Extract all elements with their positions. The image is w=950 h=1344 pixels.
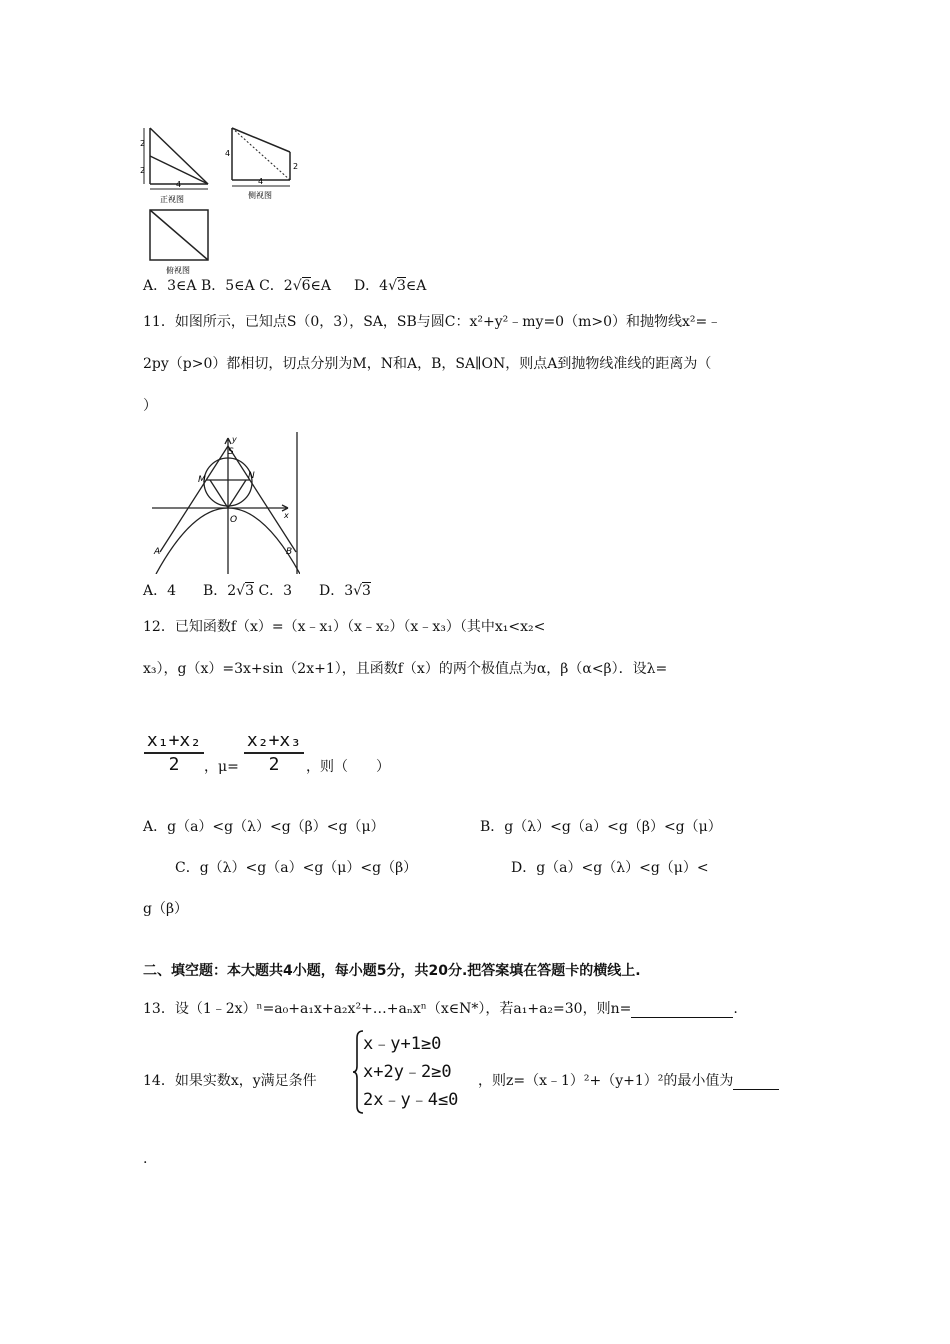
q11-figure (148, 432, 300, 574)
q14-trailing-dot: . (143, 1151, 148, 1167)
side-dim-2: 2 (293, 162, 299, 171)
label-s: S (228, 447, 234, 457)
q11-option-c: C．3 (258, 583, 293, 599)
q13-text: 13．设（1﹣2x）ⁿ=a₀+a₁x+a₂x²+…+aₙxⁿ（x∈N*），若a₁+a₂=30，则n= (143, 1001, 632, 1017)
lambda-fraction (144, 730, 204, 776)
q11-option-a: A．4 (143, 583, 177, 599)
q11-option-d: D．3√3 (318, 583, 371, 599)
side-dim-3: 4 (258, 177, 264, 186)
q14-answer-blank[interactable] (733, 1089, 779, 1090)
section-2-heading: 二、填空题：本大题共4小题，每小题5分，共20分.把答案填在答题卡的横线上. (143, 963, 641, 979)
label-m: M (198, 475, 206, 485)
sqrt-symbol: √ (388, 278, 397, 294)
q12-option-c: C．g（λ）<g（a）<g（μ）<g（β） (175, 860, 418, 876)
q11-options (143, 582, 371, 600)
frac-denominator: 2 (268, 754, 280, 775)
q10-option-a: A．3∈A (143, 278, 197, 294)
q11-line-2: 2py（p>0）都相切，切点分别为M，N和A，B，SA∥ON，则点A到抛物线准线的距离为（ (143, 356, 712, 372)
frac-numerator: x₂+x₃ (246, 730, 302, 751)
frac-numerator: x₁+x₂ (146, 730, 202, 751)
q13-answer-blank[interactable] (631, 1017, 733, 1018)
three-view-figure (140, 124, 305, 276)
front-dim-3: 4 (176, 180, 182, 189)
q10-options (143, 277, 426, 295)
q11-line-1: 11．如图所示，已知点S（0，3），SA，SB与圆C：x²+y²﹣my=0（m>0）和抛物线x²=﹣ (143, 314, 722, 330)
q14-condition-3: 2x﹣y﹣4≤0 (363, 1090, 459, 1110)
sqrt-symbol: √ (236, 583, 246, 599)
q14-suffix-line (478, 1072, 779, 1090)
label-o: O (230, 515, 238, 525)
label-b: B (286, 547, 293, 557)
front-dim-2: 2 (140, 166, 146, 175)
label-n: N (248, 471, 255, 481)
q13-line: 13．设（1﹣2x）ⁿ=a₀+a₁x+a₂x²+…+aₙxⁿ（x∈N*），若a₁+a₂=30，则n= . (143, 1001, 738, 1017)
q12-option-b: B．g（λ）<g（a）<g（β）<g（μ） (480, 819, 722, 835)
label-x: x (284, 511, 289, 520)
q12-line-1: 12．已知函数f（x）=（x﹣x₁）（x﹣x₂）（x﹣x₃）（其中x₁<x₂< (143, 619, 546, 635)
sqrt-symbol: √ (292, 278, 302, 294)
q14-condition-2: x+2y﹣2≥0 (363, 1062, 452, 1082)
q14-condition-1: x﹣y+1≥0 (363, 1034, 442, 1054)
side-dim-1: 4 (225, 149, 231, 158)
q12-tail: ，则（ ） (306, 759, 390, 775)
q10-option-c: C．2√6∈A (259, 278, 332, 294)
frac-denominator: 2 (168, 754, 180, 775)
top-view-label: 俯视图 (166, 266, 190, 275)
q14-suffix: ，则z=（x﹣1）²+（y+1）²的最小值为 (478, 1073, 734, 1089)
q12-line-2: x₃），g（x）=3x+sin（2x+1），且函数f（x）的两个极值点为α，β（α<β）．设λ= (143, 661, 668, 677)
side-view-label: 侧视图 (248, 191, 272, 200)
q12-option-d-cont: g（β） (143, 901, 189, 917)
q12-option-d: D．g（a）<g（λ）<g（μ）< (511, 860, 709, 876)
q10-option-b: B．5∈A (200, 278, 255, 294)
mu-fraction (244, 730, 304, 776)
q12-option-a: A．g（a）<g（λ）<g（β）<g（μ） (143, 819, 385, 835)
q10-option-d: D．4√3∈A (353, 278, 427, 294)
q11-line-3: ） (143, 398, 157, 414)
q14-prefix: 14．如果实数x，y满足条件 (143, 1073, 317, 1089)
top-view (150, 210, 208, 260)
front-dim-1: 2 (140, 139, 146, 148)
label-a: A (154, 547, 161, 557)
front-view-label: 正视图 (160, 195, 184, 204)
mu-label: ，μ= (204, 759, 239, 775)
sqrt-symbol: √ (353, 583, 363, 599)
q14-conditions (363, 1030, 458, 1114)
label-y: y (232, 435, 237, 444)
q11-option-b: B．2√3 (202, 583, 254, 599)
